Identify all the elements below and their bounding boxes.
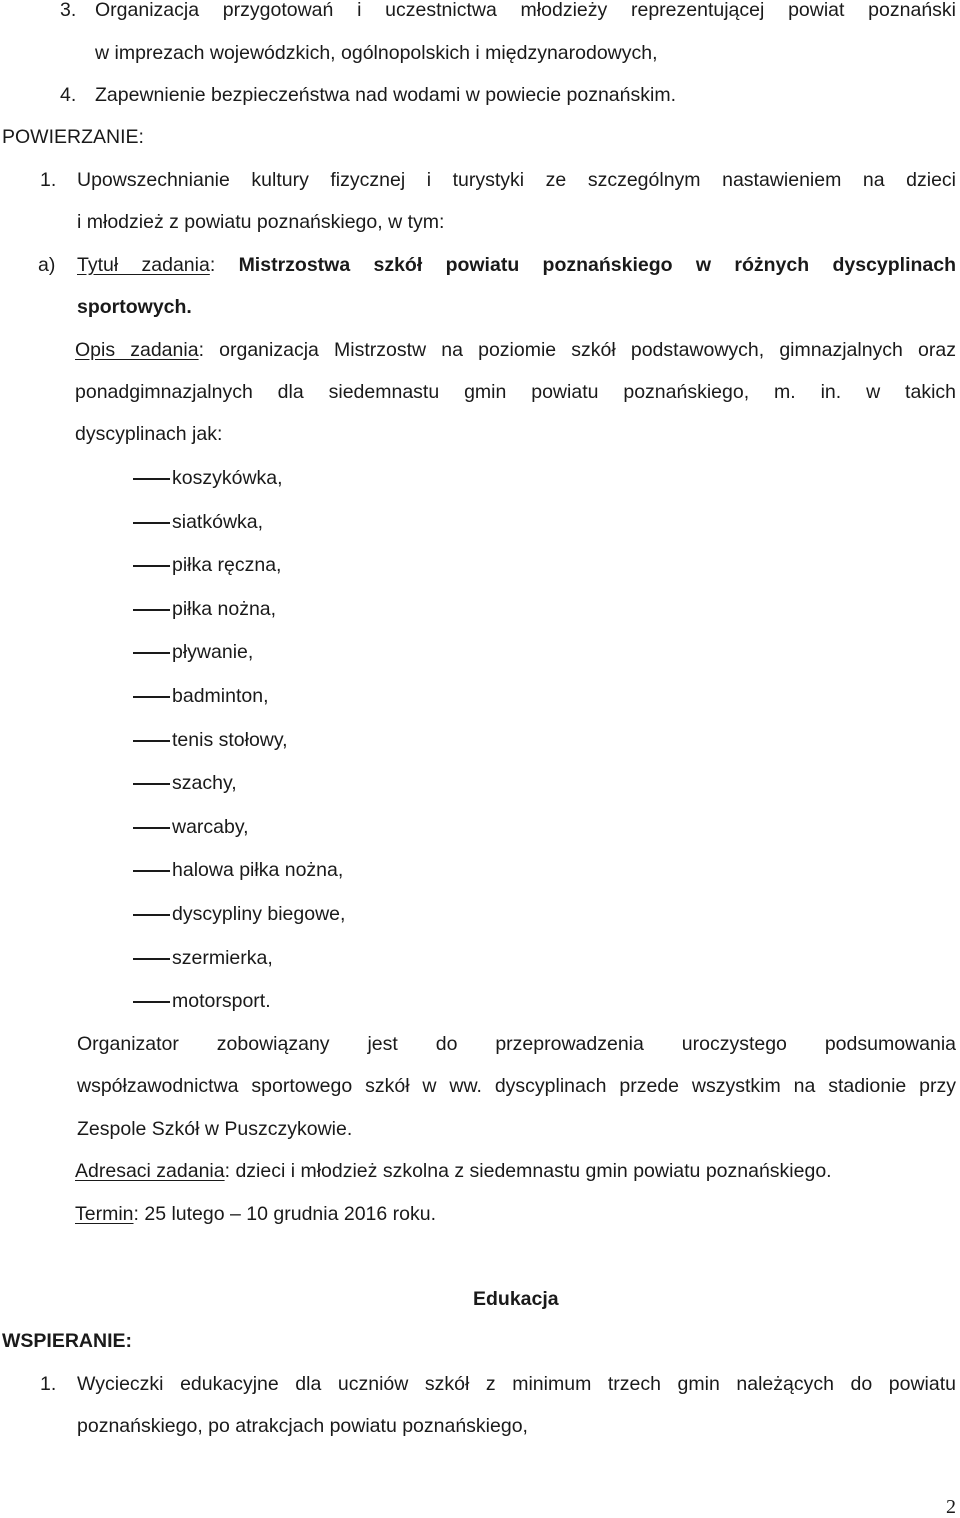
discipline-item: halowa piłka nożna, xyxy=(172,859,344,882)
wspieranie-item1-line2: poznańskiego, po atrakcjach powiatu poznańskiego, xyxy=(77,1415,528,1437)
term-line: Termin: 25 lutego – 10 grudnia 2016 roku. xyxy=(75,1203,437,1225)
organizer-line2: współzawodnictwa sportowego szkół w ww. dyscyplinach przede wszystkim na stadionie przy xyxy=(77,1075,956,1097)
discipline-item: piłka ręczna, xyxy=(172,554,282,577)
list-dash xyxy=(133,827,170,829)
organizer-line3: Zespole Szkół w Puszczykowie. xyxy=(77,1118,353,1140)
addressees-label: Adresaci zadania xyxy=(75,1160,225,1182)
organizer-line1: Organizator zobowiązany jest do przeprowadzenia uroczystego podsumowania xyxy=(77,1033,956,1055)
heading-powierzanie: POWIERZANIE: xyxy=(2,126,144,148)
discipline-item: szermierka, xyxy=(172,946,273,969)
heading-wspieranie: WSPIERANIE: xyxy=(2,1330,133,1352)
term-label: Termin xyxy=(75,1203,134,1225)
list-dash xyxy=(133,696,170,698)
addressees-line: Adresaci zadania: dzieci i młodzież szkolna z siedemnastu gmin powiatu poznańskiego. xyxy=(75,1160,832,1182)
list-dash xyxy=(133,609,170,611)
discipline-item: motorsport. xyxy=(172,990,271,1013)
list-dash xyxy=(133,1001,170,1003)
task-title-label: Tytuł zadania xyxy=(77,254,210,276)
list-dash xyxy=(133,783,170,785)
discipline-item: tenis stołowy, xyxy=(172,728,288,751)
addressees-value: dzieci i młodzież szkolna z siedemnastu gmin powiatu poznańskiego. xyxy=(235,1160,832,1182)
list-number: 1. xyxy=(40,1373,57,1395)
list-dash xyxy=(133,914,170,916)
wspieranie-item1-line1: Wycieczki edukacyjne dla uczniów szkół z minimum trzech gmin należących do powiatu xyxy=(77,1373,956,1395)
section-title-edukacja: Edukacja xyxy=(473,1288,559,1310)
task-title-value-cont: sportowych. xyxy=(77,296,192,318)
discipline-item: dyscypliny biegowe, xyxy=(172,903,346,925)
task-title-line: Tytuł zadania: Mistrzostwa szkół powiatu poznańskiego w różnych dyscyplinach xyxy=(77,254,956,276)
discipline-item: szachy, xyxy=(172,772,237,795)
discipline-item: siatkówka, xyxy=(172,510,264,533)
list-dash xyxy=(133,870,170,872)
list-number: 3. xyxy=(60,0,77,21)
list-item-3-line1: Organizacja przygotowań i uczestnictwa młodzieży reprezentującej powiat poznański xyxy=(95,0,956,21)
list-number: 4. xyxy=(60,84,77,106)
list-dash xyxy=(133,652,170,654)
discipline-item: koszykówka, xyxy=(172,467,283,489)
task-description-line1: Opis zadania: organizacja Mistrzostw na poziomie szkół podstawowych, gimnazjalnych oraz xyxy=(75,339,956,361)
list-number: 1. xyxy=(40,169,57,191)
discipline-item: warcaby, xyxy=(172,815,249,838)
powierzanie-item1-line2: i młodzież z powiatu poznańskiego, w tym: xyxy=(77,211,445,233)
discipline-item: piłka nożna, xyxy=(172,597,277,620)
sub-marker-a: a) xyxy=(38,254,56,276)
task-description-line3: dyscyplinach jak: xyxy=(75,423,223,445)
list-dash xyxy=(133,740,170,742)
discipline-item: pływanie, xyxy=(172,641,254,664)
term-value: 25 lutego – 10 grudnia 2016 roku. xyxy=(144,1203,437,1225)
task-description-line2: ponadgimnazjalnych dla siedemnastu gmin powiatu poznańskiego, m. in. w takich xyxy=(75,381,956,403)
list-item-4: Zapewnienie bezpieczeństwa nad wodami w powiecie poznańskim. xyxy=(95,84,676,106)
list-dash xyxy=(133,565,170,567)
list-dash xyxy=(133,478,170,480)
list-dash xyxy=(133,522,170,524)
list-item-3-line2: w imprezach wojewódzkich, ogólnopolskich i międzynarodowych, xyxy=(95,42,658,64)
powierzanie-item1-line1: Upowszechnianie kultury fizycznej i turystyki ze szczególnym nastawieniem na dzieci xyxy=(77,169,956,191)
task-title-value: Mistrzostwa szkół powiatu poznańskiego w różnych dyscyplinach xyxy=(238,254,956,276)
task-description-text: organizacja Mistrzostw na poziomie szkół podstawowych, gimnazjalnych oraz xyxy=(219,339,956,361)
page-number: 2 xyxy=(946,1496,956,1518)
discipline-item: badminton, xyxy=(172,685,269,707)
list-dash xyxy=(133,958,170,960)
task-description-label: Opis zadania xyxy=(75,339,199,361)
